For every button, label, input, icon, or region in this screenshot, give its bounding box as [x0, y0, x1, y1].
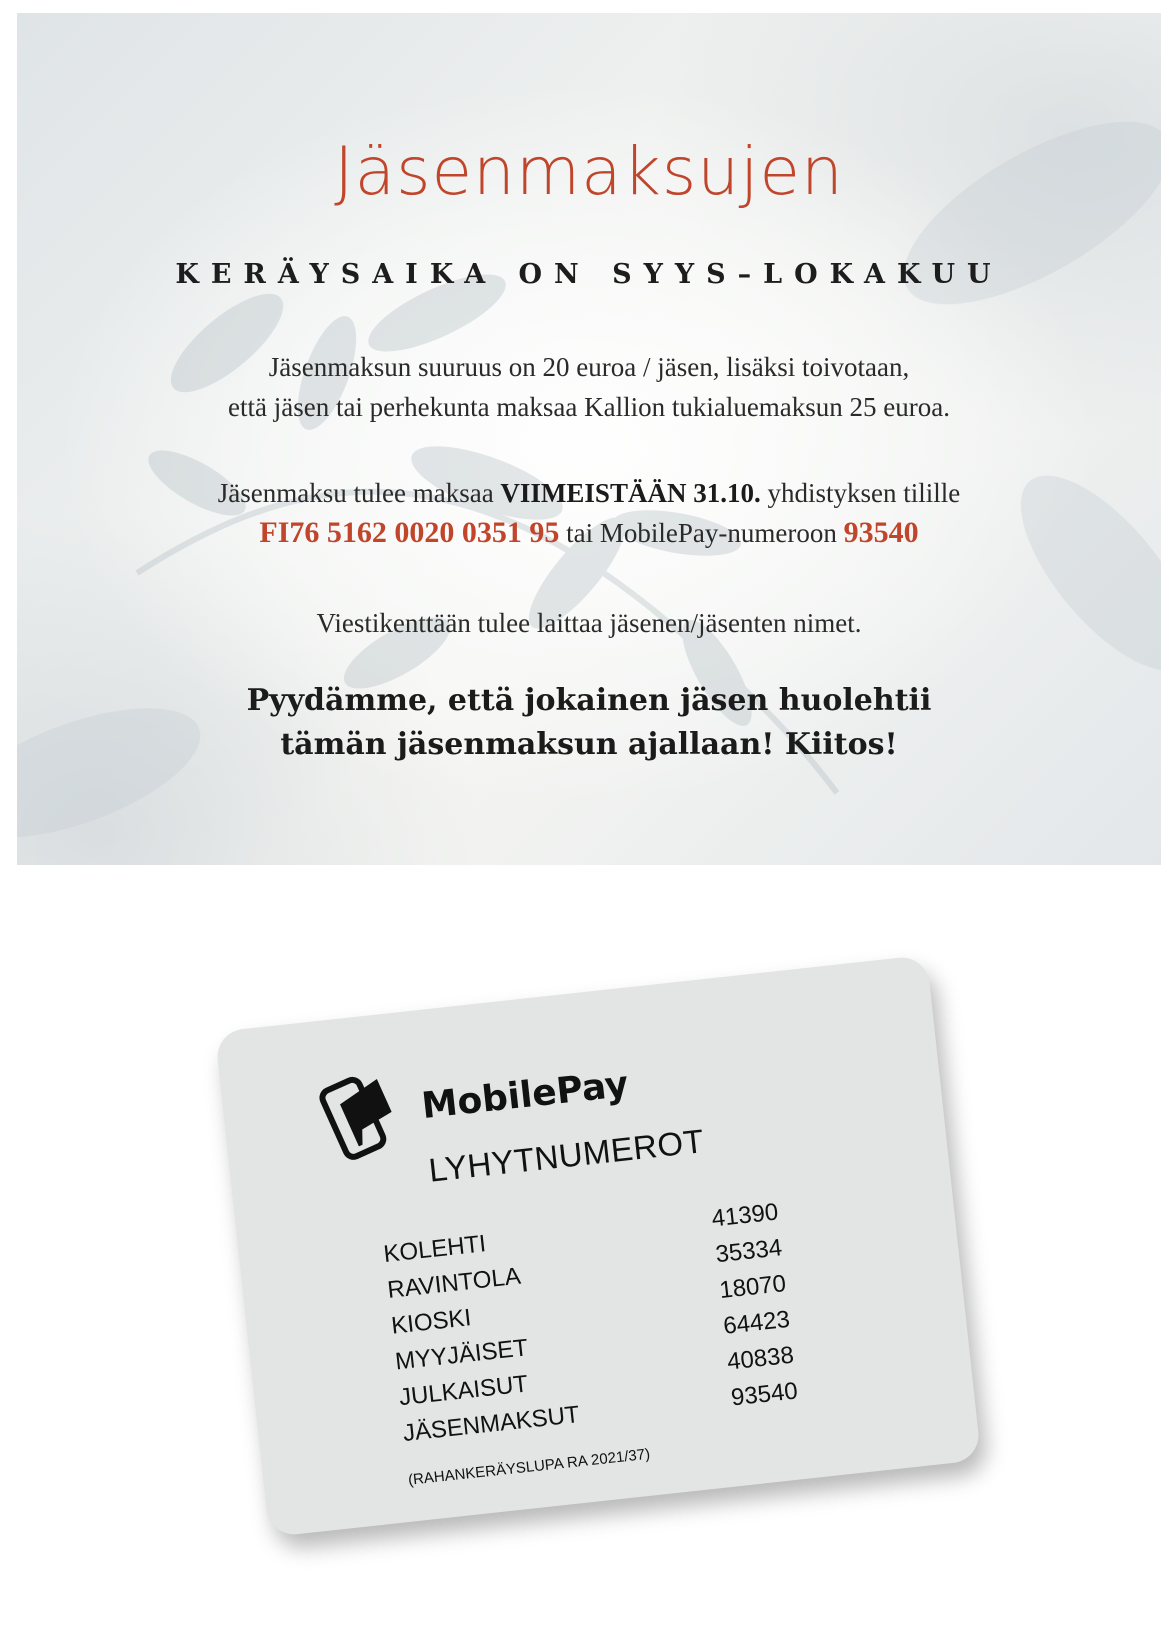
fee-line-2: että jäsen tai perhekunta maksaa Kallion tukialuemaksun 25 euroa. — [228, 392, 950, 422]
row-label: KOLEHTI — [382, 1230, 488, 1269]
row-label: JÄSENMAKSUT — [401, 1401, 581, 1448]
closing-message — [17, 679, 1161, 767]
closing-line-2: tämän jäsenmaksun ajallaan! Kiitos! — [280, 727, 898, 762]
poster-subtitle: KERÄYSAIKA ON SYYS–LOKAKUU — [175, 259, 1003, 290]
row-number: 35334 — [714, 1234, 784, 1269]
row-number: 64423 — [721, 1305, 792, 1340]
mobilepay-logo-icon — [302, 1065, 408, 1171]
short-numbers-title: LYHYTNUMEROT — [426, 1122, 706, 1189]
mobilepay-card — [215, 955, 982, 1537]
short-numbers-list — [382, 1194, 843, 1456]
row-number: 40838 — [725, 1341, 796, 1376]
mobilepay-card-surface — [215, 955, 982, 1537]
payment-paragraph — [17, 473, 1161, 553]
row-number: 41390 — [710, 1198, 780, 1233]
payment-deadline: VIIMEISTÄÄN 31.10. — [500, 478, 761, 508]
row-label: MYYJÄISET — [393, 1334, 530, 1376]
message-note: Viestikenttään tulee laittaa jäsenen/jäsenten nimet. — [316, 608, 862, 638]
row-label: KIOSKI — [390, 1304, 473, 1340]
poster-title: Jäsenmaksujen — [334, 133, 844, 210]
payment-line-1 — [17, 473, 1161, 513]
membership-fee-poster — [17, 13, 1161, 865]
row-label: RAVINTOLA — [386, 1262, 523, 1304]
row-number: 93540 — [729, 1377, 800, 1412]
mobilepay-number: 93540 — [843, 516, 919, 549]
fee-line-1: Jäsenmaksun suuruus on 20 euroa / jäsen, lisäksi toivotaan, — [268, 352, 910, 382]
closing-line-1: Pyydämme, että jokainen jäsen huolehtii — [246, 683, 932, 718]
row-number: 18070 — [718, 1270, 788, 1305]
mobilepay-brand: MobilePay — [419, 1063, 631, 1128]
payment-suffix: yhdistyksen tilille — [767, 478, 961, 508]
payment-prefix: Jäsenmaksu tulee maksaa — [217, 478, 494, 508]
row-label: JULKAISUT — [397, 1370, 530, 1412]
iban-number: FI76 5162 0020 0351 95 — [259, 516, 560, 549]
fee-paragraph — [17, 347, 1161, 427]
payment-line-2 — [17, 513, 1161, 553]
fundraising-permit: (RAHANKERÄYSLUPA RA 2021/37) — [407, 1445, 651, 1489]
or-mobilepay-text: tai MobilePay-numeroon — [566, 518, 837, 548]
